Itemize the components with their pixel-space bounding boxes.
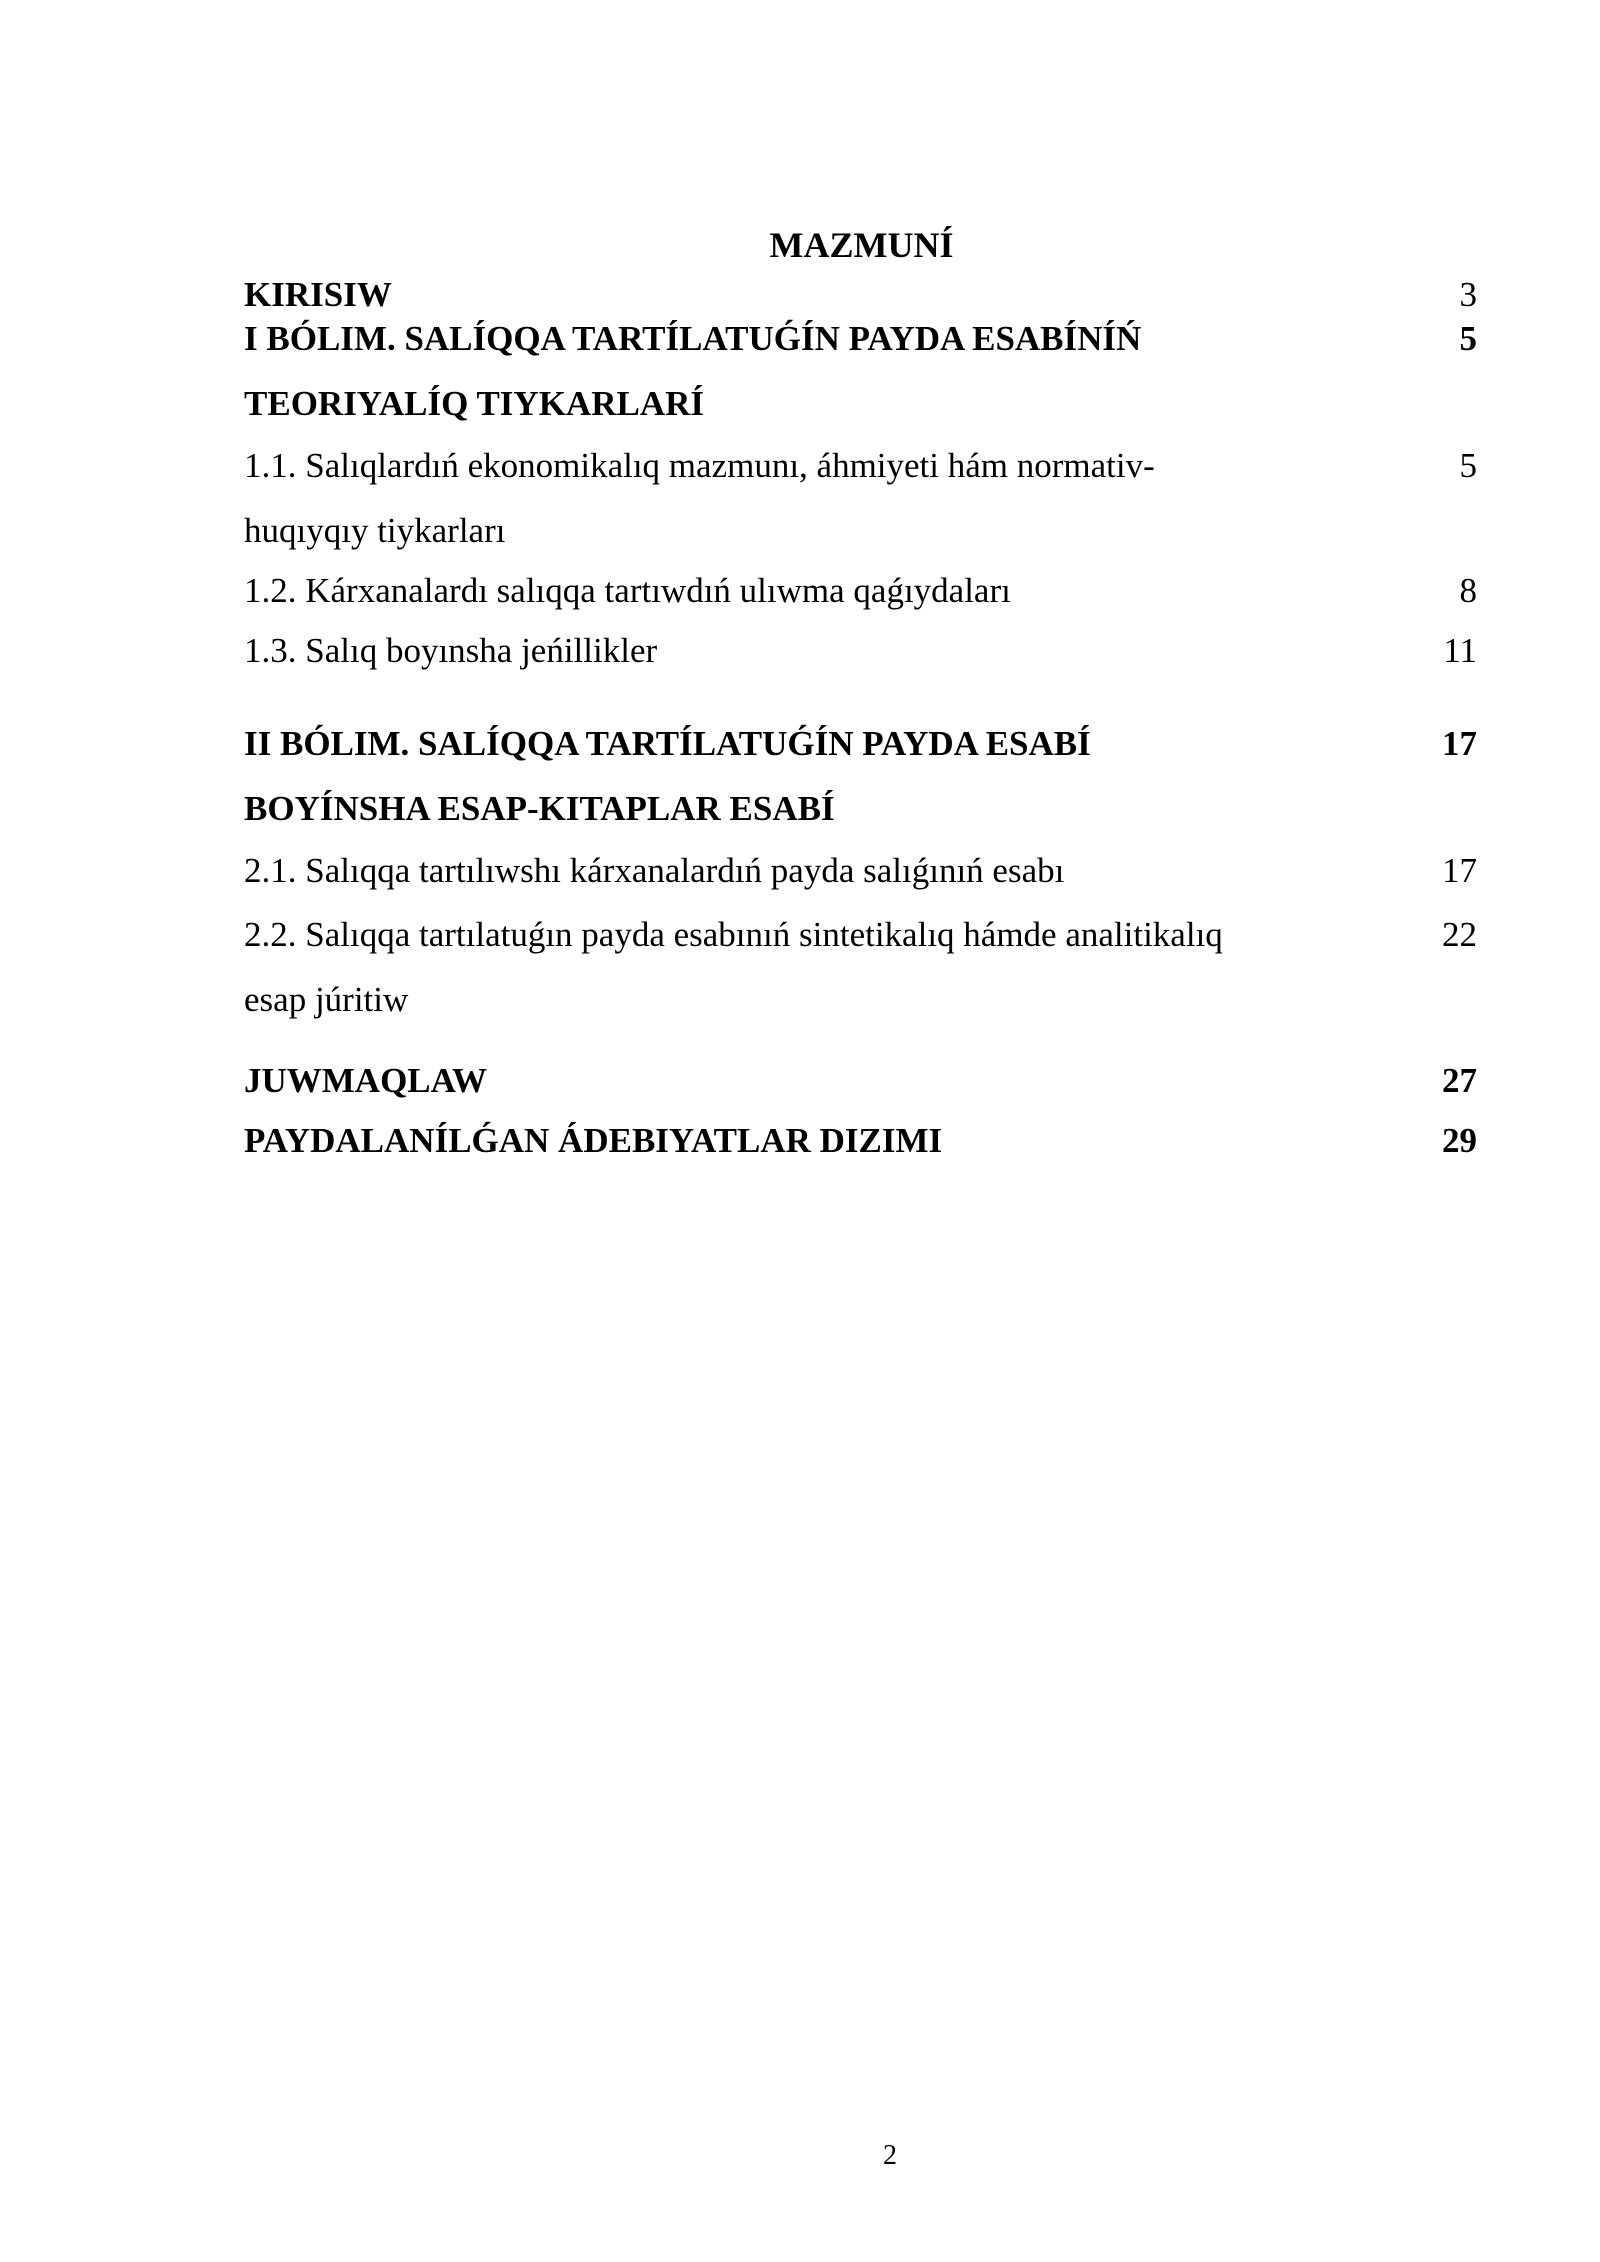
toc-entry-label: 2.1. Salıqqa tartılıwshı kárxanalardıń payda salıǵınıń esabı	[244, 851, 1065, 890]
toc-entry-label-line2: BOYÍNSHA ESAP-KITAPLAR ESABÍ	[244, 789, 835, 828]
toc-entry-label: JUWMAQLAW	[244, 1061, 488, 1100]
toc-page-number: 17	[1442, 724, 1477, 763]
toc-entry-chapter-2	[244, 721, 1337, 767]
toc-page-number: 29	[1442, 1121, 1477, 1160]
toc-entry-section-2-1	[244, 848, 1337, 894]
page-title: MAZMUNÍ	[769, 225, 954, 265]
toc-entry-label-line2: huqıyqıy tiykarları	[244, 511, 506, 550]
toc-page-number: 3	[1459, 275, 1477, 314]
page-number: 2	[883, 2140, 897, 2171]
toc-entry-chapter-1-line2	[244, 381, 1337, 427]
toc-entry-chapter-2-line2	[244, 786, 1337, 832]
toc-entry-section-2-2-line2	[244, 977, 1337, 1023]
toc-entry-label-line1: II BÓLIM. SALÍQQA TARTÍLATUǴÍN PAYDA ESABÍ	[244, 724, 1091, 763]
toc-entry-label-line1: 1.1. Salıqlardıń ekonomikalıq mazmunı, áhmiyeti hám normativ-	[244, 446, 1155, 485]
toc-entry-label: 1.3. Salıq boyınsha jeńillikler	[244, 631, 658, 670]
toc-entry-label: 1.2. Kárxanalardı salıqqa tartıwdıń ulıwma qaǵıydaları	[244, 571, 1011, 610]
toc-entry-introduction	[244, 272, 1337, 318]
toc-entry-label-line2: esap júritiw	[244, 980, 409, 1019]
toc-entry-label-line1: I BÓLIM. SALÍQQA TARTÍLATUǴÍN PAYDA ESABÍNÍŃ	[244, 319, 1142, 358]
toc-entry-section-1-1-line2	[244, 508, 1337, 554]
toc-page-number: 11	[1443, 631, 1477, 670]
toc-entry-label: PAYDALANÍLǴAN ÁDEBIYATLAR DIZIMI	[244, 1121, 943, 1160]
toc-entry-label: KIRISIW	[244, 275, 392, 314]
toc-entry-section-1-3	[244, 628, 1337, 674]
toc-entry-section-2-2	[244, 912, 1337, 958]
toc-entry-label-line2: TEORIYALÍQ TIYKARLARÍ	[244, 384, 704, 423]
toc-entry-chapter-1	[244, 316, 1337, 362]
toc-page-number: 22	[1442, 915, 1477, 954]
toc-entry-label-line1: 2.2. Salıqqa tartılatuǵın payda esabınıń sintetikalıq hámde analitikalıq	[244, 915, 1223, 954]
toc-page-number: 5	[1459, 319, 1477, 358]
toc-page-number: 27	[1442, 1061, 1477, 1100]
toc-page-number: 5	[1459, 446, 1477, 485]
toc-page-number: 17	[1442, 851, 1477, 890]
toc-entry-section-1-2	[244, 568, 1337, 614]
toc-entry-references	[244, 1118, 1337, 1164]
toc-entry-section-1-1	[244, 443, 1337, 489]
toc-entry-conclusion	[244, 1058, 1337, 1104]
toc-page-number: 8	[1459, 571, 1477, 610]
